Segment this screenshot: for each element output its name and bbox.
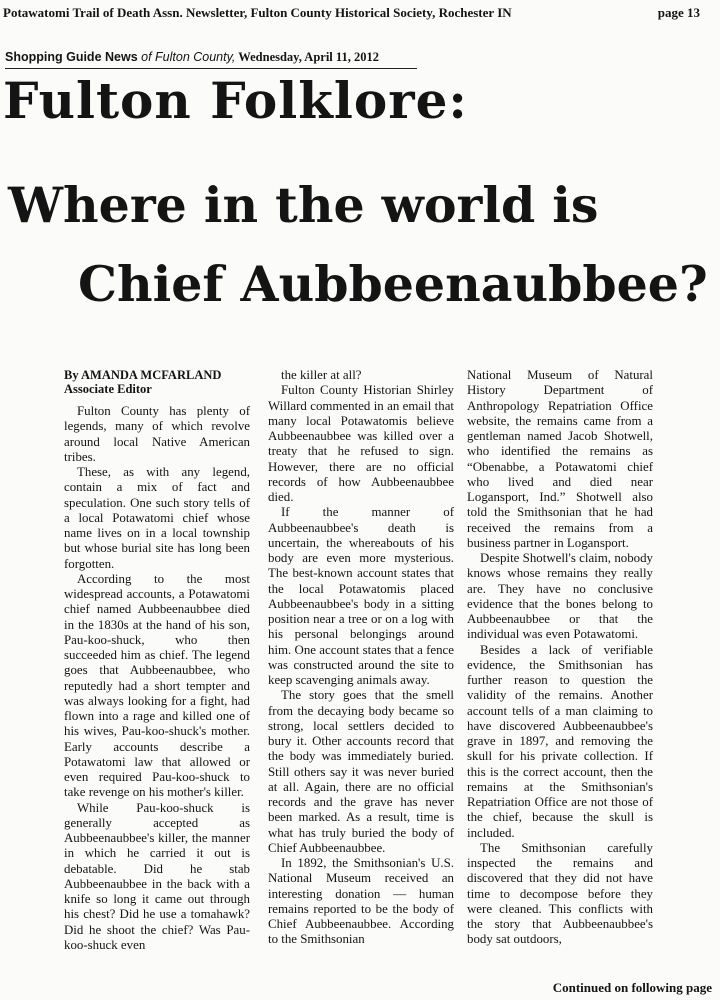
paragraph: While Pau-koo-shuck is generally accepted as Aubbeenaubbee's killer, the manner in which he carried it out is debatable. Did he stab Aubbeenaubbee in the back with a knife so long it came out through his chest? Did he use a tomahawk? Did he shoot the chief? Was Pau-koo-shuck even: [64, 800, 250, 952]
paragraph: Fulton County Historian Shirley Willard commented in an email that many local Potawatomis believe Aubbeenaubbee was killed over a treaty that he refused to sign. However, there are no official records of how Aubbeenaubbee died.: [268, 383, 454, 504]
article-column-3: [467, 368, 653, 948]
page-number: page 13: [657, 5, 700, 20]
paragraph: According to the most widespread accounts, a Potawatomi chief named Aubbeenaubbee died in the 1830s at the hand of his son, Pau-koo-shuck, who then succeeded him as chief. The legend goes that Aubbeenaubbee, who reputedly had a short tempter and was always looking for a fight, had flown into a rage and killed one of his wives, Pau-koo-shuck's mother. Early accounts describe a Potawatomi law that allowed or even required Pau-koo-shuck to take revenge on his mother's killer.: [64, 571, 250, 800]
paragraph: Despite Shotwell's claim, nobody knows whose remains they really are. They have no conclusive evidence that the bones belong to Aubbeenaubbee or that the individual was even Potawatomi.: [467, 551, 653, 642]
source-name: Shopping Guide News: [5, 50, 138, 64]
paragraph: National Museum of Natural History Department of Anthropology Repatriation Office website, the remains came from a gentleman named Jacob Shotwell, who identified the remains as “Obenabbe, a Potawatomi chief who lived and died near Logansport, Ind.” Shotwell also told the Smithsonian that he had received the remains from a business partner in Logansport.: [467, 368, 653, 550]
article-column-2: [268, 368, 454, 948]
paragraph: The story goes that the smell from the decaying body became so strong, local settlers decided to bury it. Other accounts record that the body was immediately buried. Still others say it was never buried at all. Again, there are no official records and the grave has never been marked. As a result, time is what has truly buried the body of Chief Aubbeenaubbee.: [268, 688, 454, 855]
source-publication: of Fulton County,: [137, 50, 236, 64]
paragraph: In 1892, the Smithsonian's U.S. National Museum received an interesting donation — human remains reported to be the body of Chief Aubbeenaubbee. According to the Smithsonian: [268, 856, 454, 947]
paragraph: the killer at all?: [281, 368, 362, 382]
headline-line-2: Chief Aubbeenaubbee?: [78, 255, 708, 313]
continued-note: Continued on following page: [552, 980, 712, 995]
source-date: Wednesday, April 11, 2012: [235, 50, 379, 64]
paragraph: The Smithsonian carefully inspected the remains and discovered that they did not have time to decompose before they were cleaned. This conflicts with the story that Aubbeenaubbee's body sat outdoors,: [467, 840, 653, 947]
byline-name: By AMANDA MCFARLAND: [64, 368, 222, 382]
headline-line-1: Where in the world is: [8, 176, 599, 234]
newsletter-line: Potawatomi Trail of Death Assn. Newsletter, Fulton County Historical Society, Rochester IN: [3, 5, 512, 20]
paragraph: Fulton County has plenty of legends, many of which revolve around local Native American tribes.: [64, 404, 250, 464]
byline: [64, 368, 250, 396]
newsletter-header: [3, 5, 700, 21]
paragraph: Besides a lack of verifiable evidence, the Smithsonian has further reason to question the validity of the remains. Another account tells of a man claiming to have discovered Aubbeenaubbee's grave in 1897, and removing the skull for his private collection. If this is the correct account, then the remains at the Smithsonian's Repatriation Office are not those of the chief, because the skull is included.: [467, 642, 653, 840]
article-column-1: [64, 368, 250, 953]
paragraph: If the manner of Aubbeenaubbee's death is uncertain, the whereabouts of his body are even more mysterious. The best-known account states that the local Potawatomis placed Aubbeenaubbee's body in a sitting position near a tree or on a log with his personal belongings around him. One account states that a fence was constructed around the site to keep scavenging animals away.: [268, 505, 454, 687]
paragraph: These, as with any legend, contain a mix of fact and speculation. One such story tells of a local Potawatomi chief whose name lives on in a local township but whose burial site has long been forgotten.: [64, 465, 250, 571]
source-line: [5, 50, 417, 69]
article-kicker: Fulton Folklore:: [3, 71, 468, 130]
byline-title: Associate Editor: [64, 382, 152, 396]
